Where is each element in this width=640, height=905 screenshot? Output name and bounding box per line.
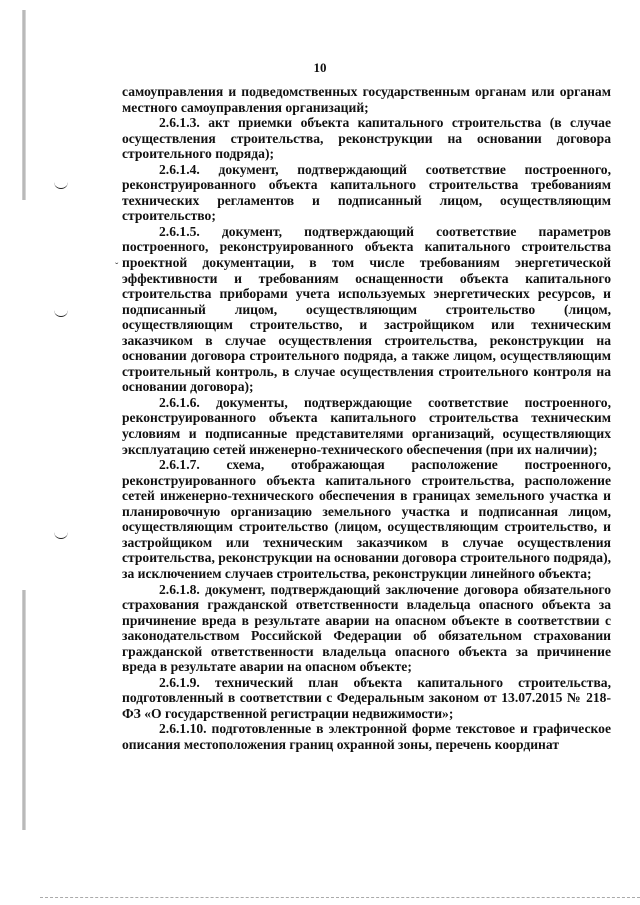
- pen-tick-mark: ˇ: [115, 262, 119, 273]
- paragraph-2-6-1-6: 2.6.1.6. документы, подтверждающие соответствие построенного, реконструированного объекта капитального строительства техническим условиям и подписанные представителями организаций, осуществляющих эксплуатацию сетей инженерно-технического обеспечения (при их наличии);: [122, 394, 611, 457]
- paragraph-2-6-1-7: 2.6.1.7. схема, отображающая расположение построенного, реконструированного объекта капитального строительства, расположение сетей инженерно-технического обеспечения в границах земельного участка и планировочную организацию земельного участка и подписанная лицом, осуществляющим строительство (лицом, осуществляющим строительство, и застройщиком или техническим заказчиком в случае осуществления строительства, реконструкции на основании договора строительного подряда), за исключением случаев строительства, реконструкции линейного объекта;: [122, 457, 611, 581]
- margin-mark: [54, 180, 68, 189]
- paragraph-2-6-1-3: 2.6.1.3. акт приемки объекта капитального строительства (в случае осуществления строительства, реконструкции на основании договора строительного подряда);: [122, 115, 611, 162]
- paragraph-2-6-1-9: 2.6.1.9. технический план объекта капитального строительства, подготовленный в соответствии с Федеральным законом от 13.07.2015 № 218-ФЗ «О государственной регистрации недвижимости»;: [122, 674, 611, 721]
- paragraph-2-6-1-8: 2.6.1.8. документ, подтверждающий заключение договора обязательного страхования гражданской ответственности владельца опасного объекта за причинение вреда в результате аварии на опасном объекте в соответствии с законодательством Российской Федерации об обязательном страховании гражданской ответственности владельца опасного объекта за причинение вреда в результате аварии на опасном объекте;: [122, 581, 611, 675]
- scan-edge-artifact: [22, 590, 26, 830]
- margin-mark: [54, 530, 68, 539]
- paragraph-2-6-1-10: 2.6.1.10. подготовленные в электронной форме текстовое и графическое описания местоположения границ охранной зоны, перечень координат: [122, 721, 611, 752]
- page-number: 10: [313, 60, 327, 75]
- paragraph-2-6-1-4: 2.6.1.4. документ, подтверждающий соответствие построенного, реконструированного объекта капитального строительства требованиям технических регламентов и подписанный лицом, осуществляющим строительство;: [122, 161, 611, 224]
- scan-bottom-edge: [40, 897, 640, 899]
- scan-edge-artifact: [22, 10, 26, 200]
- paragraph-continuation: самоуправления и подведомственных государственным органам или органам местного самоуправления организаций;: [122, 84, 611, 115]
- margin-mark: [54, 308, 68, 317]
- document-body: [122, 84, 611, 753]
- paragraph-2-6-1-5: 2.6.1.5. документ, подтверждающий соответствие параметров построенного, реконструированного объекта капитального строительства проектной документации, в том числе требованиям энергетической эффективности и требованиям оснащенности объекта капитального строительства приборами учета используемых энергетических ресурсов, и подписанный лицом, осуществляющим строительство (лицом, осуществляющим строительство, и застройщиком или техническим заказчиком в случае осуществления строительства, реконструкции на основании договора строительного подряда, а также лицом, осуществляющим строительный контроль, в случае осуществления строительного контроля на основании договора);: [122, 223, 611, 395]
